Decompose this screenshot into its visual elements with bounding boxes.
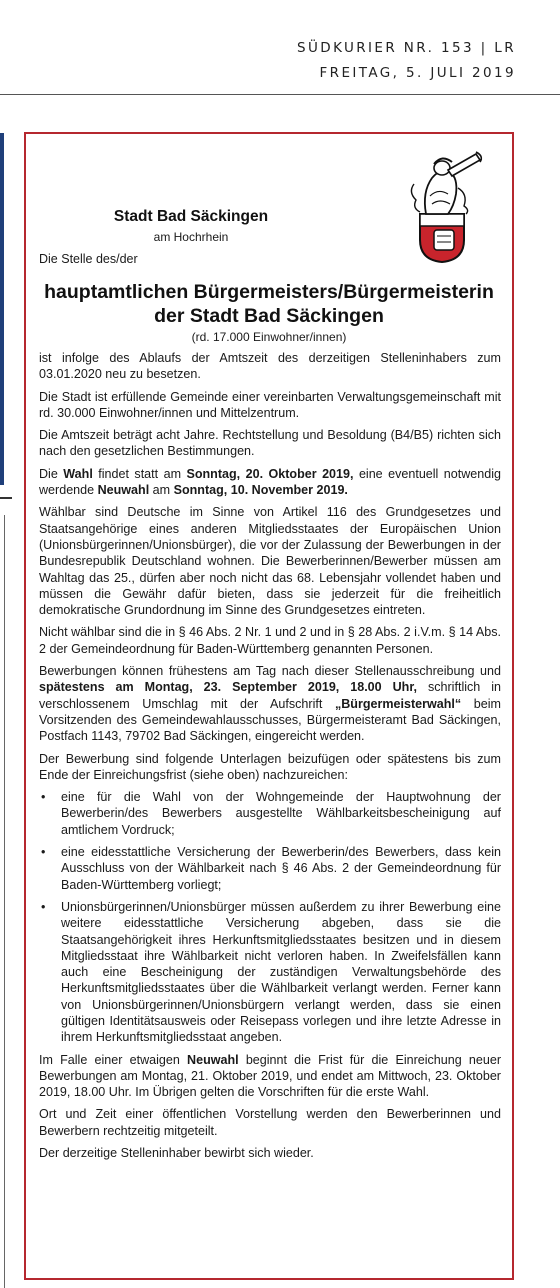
paragraph-presentation: Ort und Zeit einer öffentlichen Vorstellung werden den Bewerberinnen und Bewerbern rechtzeitig mitgeteilt. <box>39 1107 501 1138</box>
masthead-date: FREITAG, 5. JULI 2019 <box>319 65 516 81</box>
header-rule <box>0 94 560 95</box>
list-item: • eine eidesstattliche Versicherung der Bewerberin/des Bewerbers, dass kein Ausschluss von der Wählbarkeit nach § 46 Abs. 2 der Gemeindeordnung für Baden-Württemberg vorliegt; <box>41 845 501 892</box>
adjacent-column-dash <box>0 497 12 499</box>
position-headline <box>26 280 512 328</box>
city-subtitle: am Hochrhein <box>153 230 229 244</box>
masthead <box>297 36 516 86</box>
population-note: (rd. 17.000 Einwohner/innen) <box>191 330 347 344</box>
paragraph-incumbent: Der derzeitige Stelleninhaber bewirbt sich wieder. <box>39 1146 314 1161</box>
intro-text: Die Stelle des/der <box>39 252 138 266</box>
ad-body <box>39 350 501 1167</box>
headline-line-2: der Stadt Bad Säckingen <box>154 305 384 327</box>
paragraph-application-deadline: Bewerbungen können frühestens am Tag nach dieser Stellenausschreibung und spätestens am Montag, 23. September 2019, 18.00 Uhr, schriftlich in verschlossenem Umschlag mit der Aufschrift „Bürgermeisterwahl“ beim Vorsitzenden des Gemeindewahlausschusses, Bürgermeisteramt Bad Säckingen, Postfach 1143, 79702 Bad Säckingen, eingereicht werden. <box>39 664 501 744</box>
adjacent-column-line <box>4 515 5 1288</box>
paragraph-term: Die Amtszeit beträgt acht Jahre. Rechtstellung und Besoldung (B4/B5) richten sich nach den gesetzlichen Bestimmungen. <box>39 428 501 459</box>
paragraph-vacancy: ist infolge des Ablaufs der Amtszeit des derzeitigen Stelleninhabers zum 03.01.2020 neu zu besetzen. <box>39 351 501 382</box>
job-advertisement <box>24 132 514 1280</box>
paragraph-documents: Der Bewerbung sind folgende Unterlagen beizufügen oder spätestens bis zum Ende der Einreichungsfrist (siehe oben) nachzureichen: <box>39 751 501 782</box>
documents-list <box>39 789 501 1045</box>
adjacent-column-bar <box>0 133 4 485</box>
paragraph-ineligibility: Nicht wählbar sind die in § 46 Abs. 2 Nr. 1 und 2 und in § 28 Abs. 2 i.V.m. § 14 Abs. 2 der Gemeindeordnung für Baden-Württemberg genannten Personen. <box>39 625 501 656</box>
paragraph-eligibility: Wählbar sind Deutsche im Sinne von Artikel 116 des Grundgesetzes und Staatsangehörige eines anderen Mitgliedsstaates der Europäischen Union (Unionsbürgerinnen/Unionsbürger), die vor der Zulassung der Bewerbungen in der Bundesrepublik Deutschland wohnen. Die Bewerberinnen/Bewerber müssen am Wahltag das 25., dürfen aber noch nicht das 68. Lebensjahr vollendet haben und müssen die Gewähr dafür bieten, dass sie jederzeit für die freiheitlich demokratische Grundordnung im Sinne des Grundgesetzes eintreten. <box>39 505 501 618</box>
paragraph-runoff: Im Falle einer etwaigen Neuwahl beginnt die Frist für die Einreichung neuer Bewerbungen am Montag, 21. Oktober 2019, und endet am Mittwoch, 23. Oktober 2019, 18.00 Uhr. Im Übrigen gelten die Vorschriften für die erste Wahl. <box>39 1052 502 1100</box>
list-item: • eine für die Wahl von der Wohngemeinde der Hauptwohnung der Bewerberin/des Bewerbers ausgestellte Wählbarkeitsbescheinigung auf amtlichem Vordruck; <box>41 790 501 837</box>
headline-line-1: hauptamtlichen Bürgermeisters/Bürgermeisterin <box>44 281 494 303</box>
paragraph-election-dates: Die Wahl findet statt am Sonntag, 20. Oktober 2019, eine eventuell notwendig werdende Neuwahl am Sonntag, 10. November 2019. <box>39 466 502 498</box>
city-name: Stadt Bad Säckingen <box>113 208 269 225</box>
list-item: • Unionsbürgerinnen/Unionsbürger müssen außerdem zu ihrer Bewerbung eine weitere eidesstattliche Versicherung abgeben, dass sie die Staatsangehörigkeit ihres Herkunftsmitgliedsstaates besitzen und in diesem Mitgliedsstaat ihre Wählbarkeit nicht verloren haben. In Zweifelsfällen kann auch eine Bescheinigung der zuständigen Verwaltungsbehörde des Herkunftsmitgliedsstaates über die Wählbarkeit verlangt werden. Ferner kann von Unionsbürgerinnen/Unionsbürgern verlangt werden, dass sie einen gültigen Identitätsausweis oder Reisepass vorlegen und ihre letzte Adresse in ihrem Herkunftsmitgliedsstaat angeben. <box>41 899 501 1045</box>
trumpeter-coat-of-arms-icon <box>404 148 486 264</box>
paragraph-administration: Die Stadt ist erfüllende Gemeinde einer vereinbarten Verwaltungsgemeinschaft mit rd. 30.000 Einwohner/innen und Mittelzentrum. <box>39 389 501 420</box>
masthead-paper: SÜDKURIER NR. 153 | LR <box>297 40 516 56</box>
